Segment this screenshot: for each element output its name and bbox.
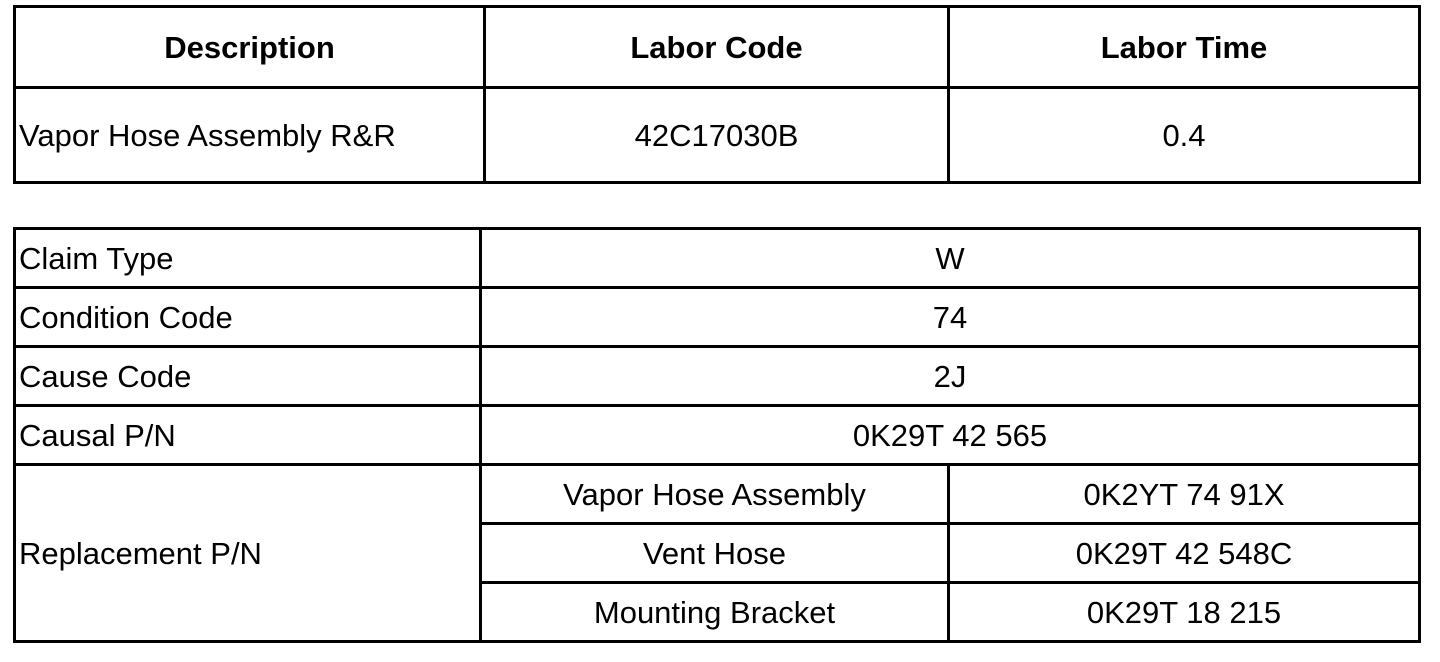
causal-pn-row — [15, 406, 1420, 465]
claim-type-row — [15, 229, 1420, 288]
replacement-part-number: 0K29T 42 548C — [949, 524, 1420, 583]
labor-time-cell: 0.4 — [949, 88, 1420, 183]
causal-pn-value: 0K29T 42 565 — [481, 406, 1420, 465]
cause-code-row — [15, 347, 1420, 406]
labor-table — [13, 5, 1421, 184]
labor-code-header: Labor Code — [485, 7, 949, 88]
replacement-part-name: Vapor Hose Assembly — [481, 465, 949, 524]
replacement-part-number: 0K29T 18 215 — [949, 583, 1420, 642]
condition-code-row — [15, 288, 1420, 347]
cause-code-value: 2J — [481, 347, 1420, 406]
labor-time-header: Labor Time — [949, 7, 1420, 88]
replacement-part-name: Mounting Bracket — [481, 583, 949, 642]
replacement-pn-row — [15, 465, 1420, 524]
replacement-pn-label: Replacement P/N — [15, 465, 481, 642]
replacement-part-number: 0K2YT 74 91X — [949, 465, 1420, 524]
replacement-part-name: Vent Hose — [481, 524, 949, 583]
condition-code-label: Condition Code — [15, 288, 481, 347]
labor-row — [15, 88, 1420, 183]
condition-code-value: 74 — [481, 288, 1420, 347]
claim-type-label: Claim Type — [15, 229, 481, 288]
claim-table — [13, 227, 1421, 643]
labor-code-cell: 42C17030B — [485, 88, 949, 183]
cause-code-label: Cause Code — [15, 347, 481, 406]
claim-type-value: W — [481, 229, 1420, 288]
description-header: Description — [15, 7, 485, 88]
labor-header-row — [15, 7, 1420, 88]
description-cell: Vapor Hose Assembly R&R — [15, 88, 485, 183]
causal-pn-label: Causal P/N — [15, 406, 481, 465]
